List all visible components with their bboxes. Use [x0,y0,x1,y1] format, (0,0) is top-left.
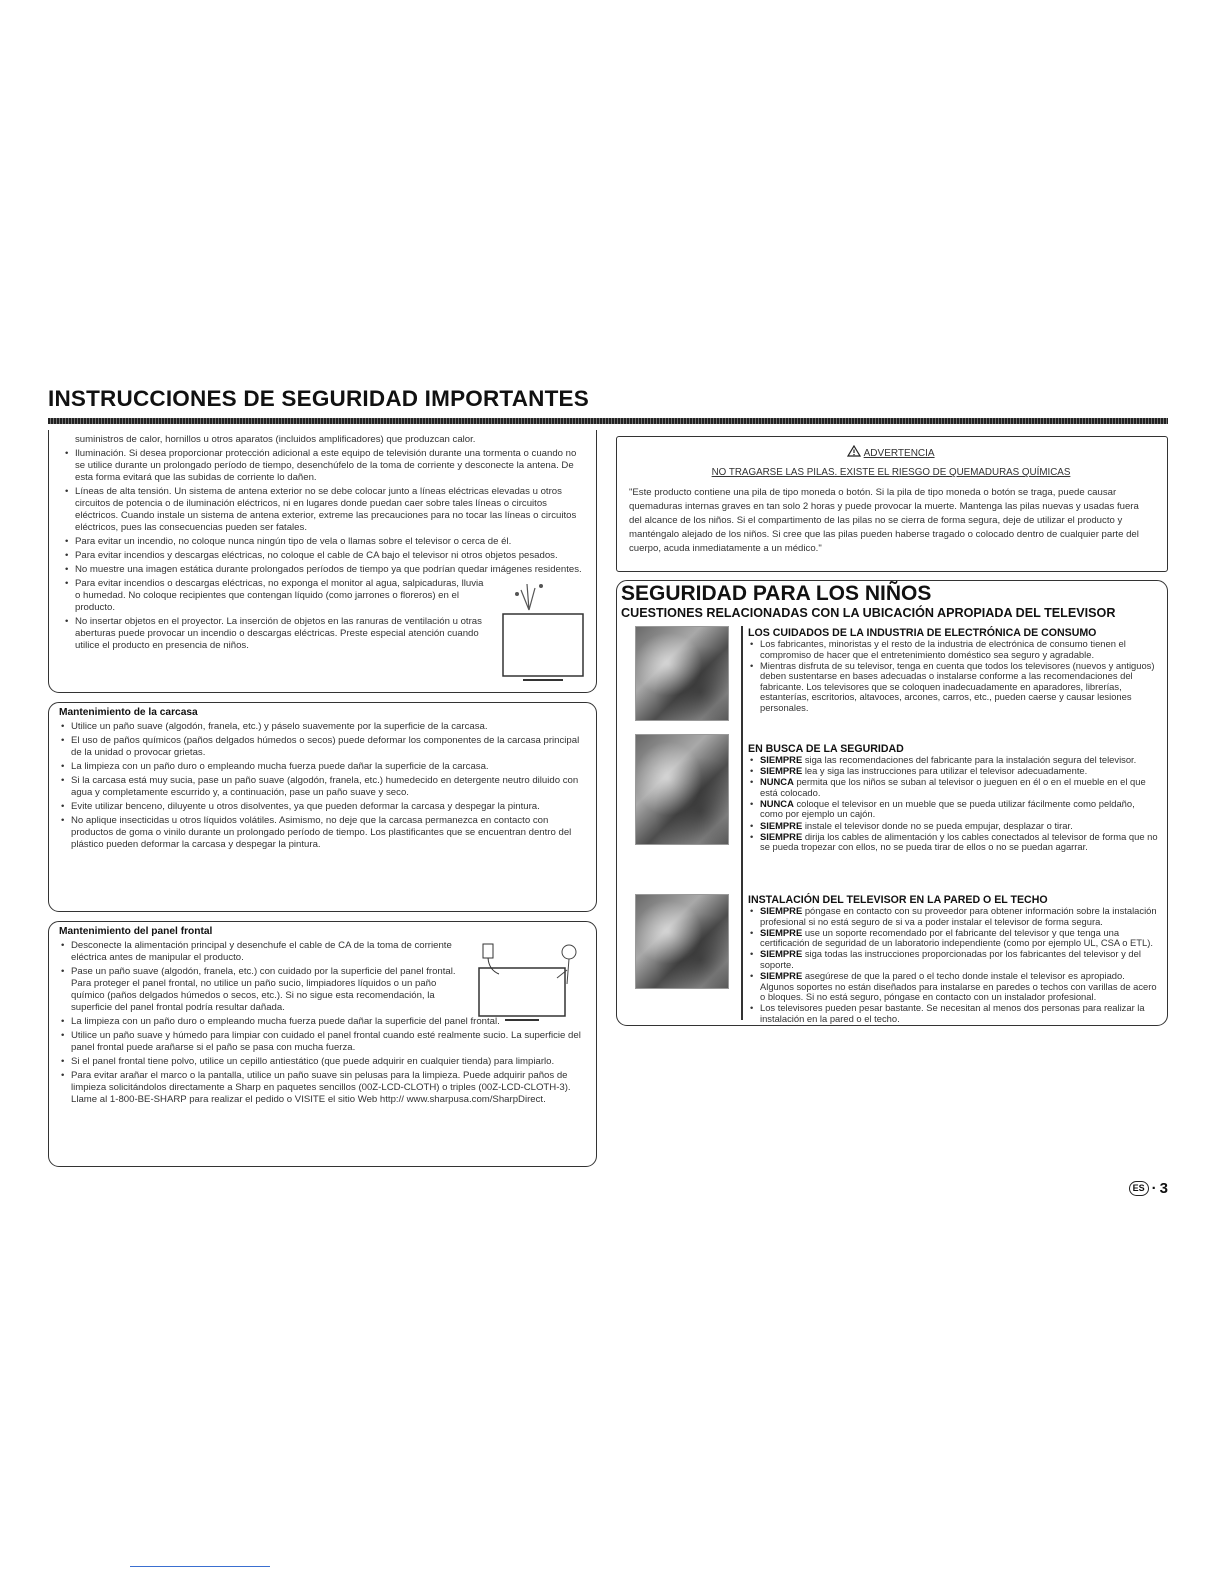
list-item: • Utilice un paño suave (algodón, franela, etc.) y páselo suavemente por la superficie de la carcasa. [59,721,584,733]
tv-water-illustration [499,580,587,690]
keyword: SIEMPRE [760,905,803,916]
keyword: SIEMPRE [760,819,803,831]
list-item: • Los fabricantes, minoristas y el resto de la industria de electrónica de consumo tienen el compromiso de hacer que el entretenimiento doméstico sea seguro y agradable. [748,639,1158,660]
list-item: • Si la carcasa está muy sucia, pase un paño suave (algodón, franela, etc.) humedecido en detergente neutro diluido con agua y completamente escurrido y, a continuación, pase un paño suave y seco. [59,775,584,799]
section-title: LOS CUIDADOS DE LA INDUSTRIA DE ELECTRÓNICA DE CONSUMO [748,627,1097,639]
list-item: • Pase un paño suave (algodón, franela, etc.) con cuidado por la superficie del panel frontal. Para proteger el panel frontal, no utilice un paño sucio, limpiadores líquidos o un paño químico (paños delgados húmedos o secos, etc.). Si no sigue esta recomendación, la superficie del panel frontal podría resultar dañada. [59,966,584,1014]
carcasa-title: Mantenimiento de la carcasa [59,707,198,718]
list-item: • Para evitar un incendio, no coloque nunca ningún tipo de vela o llamas sobre el televisor o cerca de él. [63,536,584,548]
kids-section-2 [748,743,1158,853]
family-tv-photo [635,626,729,721]
list-item [748,1003,1158,1024]
list-item [748,777,1158,798]
list-item: • Para evitar incendios y descargas eléctricas, no coloque el cable de CA bajo el televisor ni otros objetos pesados. [63,550,584,562]
list-item [748,799,1158,820]
list-item [748,949,1158,970]
warning-heading [629,445,1153,459]
list-item [748,906,1158,927]
keyword: SIEMPRE [760,926,803,938]
list-item [748,755,1158,766]
keyword: SIEMPRE [760,970,803,982]
item-note: Algunos soportes no están diseñados para instalarse en paredes o techos con varillas de acero o bloques. Si no está seguro, póngase en contacto con un instalador profesional. [760,980,1157,1003]
warning-box [616,436,1168,572]
child-safety-box [616,580,1168,1026]
page-title: INSTRUCCIONES DE SEGURIDAD IMPORTANTES [48,386,589,411]
warning-text: "Este producto contiene una pila de tipo moneda o botón. Si la pila de tipo moneda o botón se traga, puede causar quemaduras internas graves en tan solo 2 horas y puede provocar la muerte. Mantenga las pilas nuevas y usadas fuera del alcance de los niños. Si el compartimento de las pilas no se cierra de forma segura, deje de utilizar el producto y manténgalo alejado de los niños. Si cree que las pilas pueden haberse tragado o colocado dentro de cualquier parte del cuerpo, acuda inmediatamente a un médico." [629,487,1139,554]
footer-line [130,1566,270,1567]
list-item: • Utilice un paño suave y húmedo para limpiar con cuidado el panel frontal cuando esté realmente sucio. La superficie del panel frontal puede arañarse si el paño se pasa con mucha fuerza. [59,1030,584,1054]
carcasa-list [59,721,584,851]
carcasa-maintenance-box [48,702,597,912]
list-item: • El uso de paños químicos (paños delgados húmedos o secos) puede deformar los componentes de la carcasa principal de la unidad o provocar grietas. [59,735,584,759]
list-item: • Si el panel frontal tiene polvo, utilice un cepillo antiestático (que puede adquirir en cualquier tienda) para limpiarlo. [59,1056,584,1068]
list-item: • Evite utilizar benceno, diluyente u otros disolventes, ya que pueden deformar la carcasa y despegar la pintura. [59,801,584,813]
item-text: permita que los niños se suban al televisor o jueguen en él o en el mueble en el que está colocado. [760,776,1146,798]
tv-cleaning-illustration [469,940,584,1032]
list-item: • Iluminación. Si desea proporcionar protección adicional a este equipo de televisión durante una tormenta o cuando no se utilice durante un prolongado período de tiempo, desenchúfelo de la toma de corriente y desconecte la antena. De esta forma evitará que las subidas de corriente lo dañen. [63,448,584,484]
item-text: lea y siga las instrucciones para utilizar el televisor adecuadamente. [804,765,1088,777]
warning-triangle-icon [847,445,861,457]
page-number-value: 3 [1159,1180,1168,1197]
item-text: dirija los cables de alimentación y los cables conectados al televisor de forma que no se pueda tropezar con ellos, no se pueda tirar de ellos o no se puedan agarrar. [760,830,1158,853]
list-item: • La limpieza con un paño duro o empleando mucha fuerza puede dañar la superficie de la carcasa. [59,761,584,773]
list-item: • Mientras disfruta de su televisor, tenga en cuenta que todos los televisores (nuevos y antiguos) deben sustentarse en bases adecuadas o instalarse conforme a las recomendaciones del fabricante. Los televisores que se coloquen inadecuadamente en aparadores, librerías, estanterías, escritorios, altavoces, arcones, carros, etc., pueden caerse y causar lesiones personales. [748,661,1158,714]
item-text: asegúrese de que la pared o el techo donde instale el televisor es apropiado. [804,970,1125,982]
section-list [748,906,1158,1025]
sections-divider [741,626,743,1020]
section-list [748,639,1158,714]
list-item [748,928,1158,949]
keyword: NUNCA [760,776,794,788]
panel-maintenance-box [48,921,597,1167]
child-safety-title: SEGURIDAD PARA LOS NIÑOS [621,582,932,605]
item-text: instale el televisor donde no se pueda empujar, desplazar o tirar. [804,819,1073,831]
list-item [748,766,1158,777]
warning-title: ADVERTENCIA [863,448,935,459]
item-text: siga las recomendaciones del fabricante para la instalación segura del televisor. [804,754,1137,765]
list-item: • Líneas de alta tensión. Un sistema de antena exterior no se debe colocar junto a líneas eléctricas elevadas u otros circuitos de potencia o de iluminación eléctricos, ni en lugares donde puedan caer sobre tales líneas o circuitos eléctricos. Cuando instale un sistema de antena exterior, extreme las precauciones para no tocar las líneas o circuitos eléctricos, pues las consecuencias pueden ser fatales. [63,486,584,534]
warning-headline: NO TRAGARSE LAS PILAS. EXISTE EL RIESGO DE QUEMADURAS QUÍMICAS [711,467,1071,478]
list-item [748,971,1158,1003]
item-text: coloque el televisor en un mueble que se pueda utilizar fácilmente como peldaño, como por ejemplo un cajón. [760,797,1135,820]
list-item: • Para evitar incendios o descargas eléctricas, no exponga el monitor al agua, salpicaduras, lluvia o humedad. No coloque recipientes que contengan líquido (como jarrones o floreros) en el producto. [63,578,584,614]
list-item: • No insertar objetos en el proyector. La inserción de objetos en las ranuras de ventilación u otras aberturas puede provocar un incendio o descargas eléctricas. Preste especial atención cuando utilice el producto en presencia de niños. [63,616,584,652]
item-text: siga todas las instrucciones proporcionadas por los fabricantes del televisor y del soporte. [760,948,1141,970]
panel-title: Mantenimiento del panel frontal [59,926,213,937]
language-badge: ES [1129,1181,1149,1196]
list-item [748,821,1158,832]
continued-intro: suministros de calor, hornillos u otros aparatos (incluidos amplificadores) que produzcan calor. [75,434,476,445]
kids-section-3 [748,894,1158,1025]
list-item: • La limpieza con un paño duro o empleando mucha fuerza puede dañar la superficie del panel frontal. [59,1016,584,1028]
title-rule [48,418,1168,424]
item-text: Los televisores pueden pesar bastante. Se necesitan al menos dos personas para realizar la instalación en la pared o el techo. [760,1002,1145,1024]
wall-mount-photo [635,894,729,989]
kids-section-1 [748,627,1158,714]
keyword: SIEMPRE [760,754,803,765]
list-item [748,832,1158,853]
item-text: póngase en contacto con su proveedor para obtener información sobre la instalación profesional si no está seguro de si va a poder instalar el televisor de forma segura. [760,905,1157,927]
keyword: SIEMPRE [760,830,803,842]
child-safety-subtitle: CUESTIONES RELACIONADAS CON LA UBICACIÓN APROPIADA DEL TELEVISOR [621,606,1116,620]
section-title: EN BUSCA DE LA SEGURIDAD [748,743,904,755]
list-item: • Para evitar arañar el marco o la pantalla, utilice un paño suave sin pelusas para la limpieza. Puede adquirir paños de limpieza solicitándolos directamente a Sharp en paquetes sencillos (00Z-LCD-CLOTH) o triples (00Z-LCD-CLOTH-3). Llame al 1-800-BE-SHARP para realizar el pedido o VISITE el sitio Web http:// www.sharpusa.com/SharpDirect. [59,1070,584,1106]
keyword: SIEMPRE [760,765,803,777]
keyword: SIEMPRE [760,948,803,960]
item-text: use un soporte recomendado por el fabricante del televisor y que tenga una certificación de seguridad de un laboratorio independiente (como por ejemplo UL, CSA o ETL). [760,926,1153,949]
list-item: • Desconecte la alimentación principal y desenchufe el cable de CA de la toma de corriente eléctrica antes de manipular el producto. [59,940,584,964]
section-list [748,755,1158,853]
safety-continued-box [48,430,597,693]
keyword: NUNCA [760,797,794,809]
list-item: • No aplique insecticidas u otros líquidos volátiles. Asimismo, no deje que la carcasa permanezca en contacto con productos de goma o vinilo durante un prolongado período de tiempo. Los plastificantes que se encuentran dentro del plástico pueden deformar la carcasa y despegar la pintura. [59,815,584,851]
page-number: ES · 3 [1129,1180,1168,1197]
section-title: INSTALACIÓN DEL TELEVISOR EN LA PARED O EL TECHO [748,894,1048,906]
list-item: • No muestre una imagen estática durante prolongados períodos de tiempo ya que podrían quedar imágenes residentes. [63,564,584,576]
child-tv-photo [635,734,729,845]
